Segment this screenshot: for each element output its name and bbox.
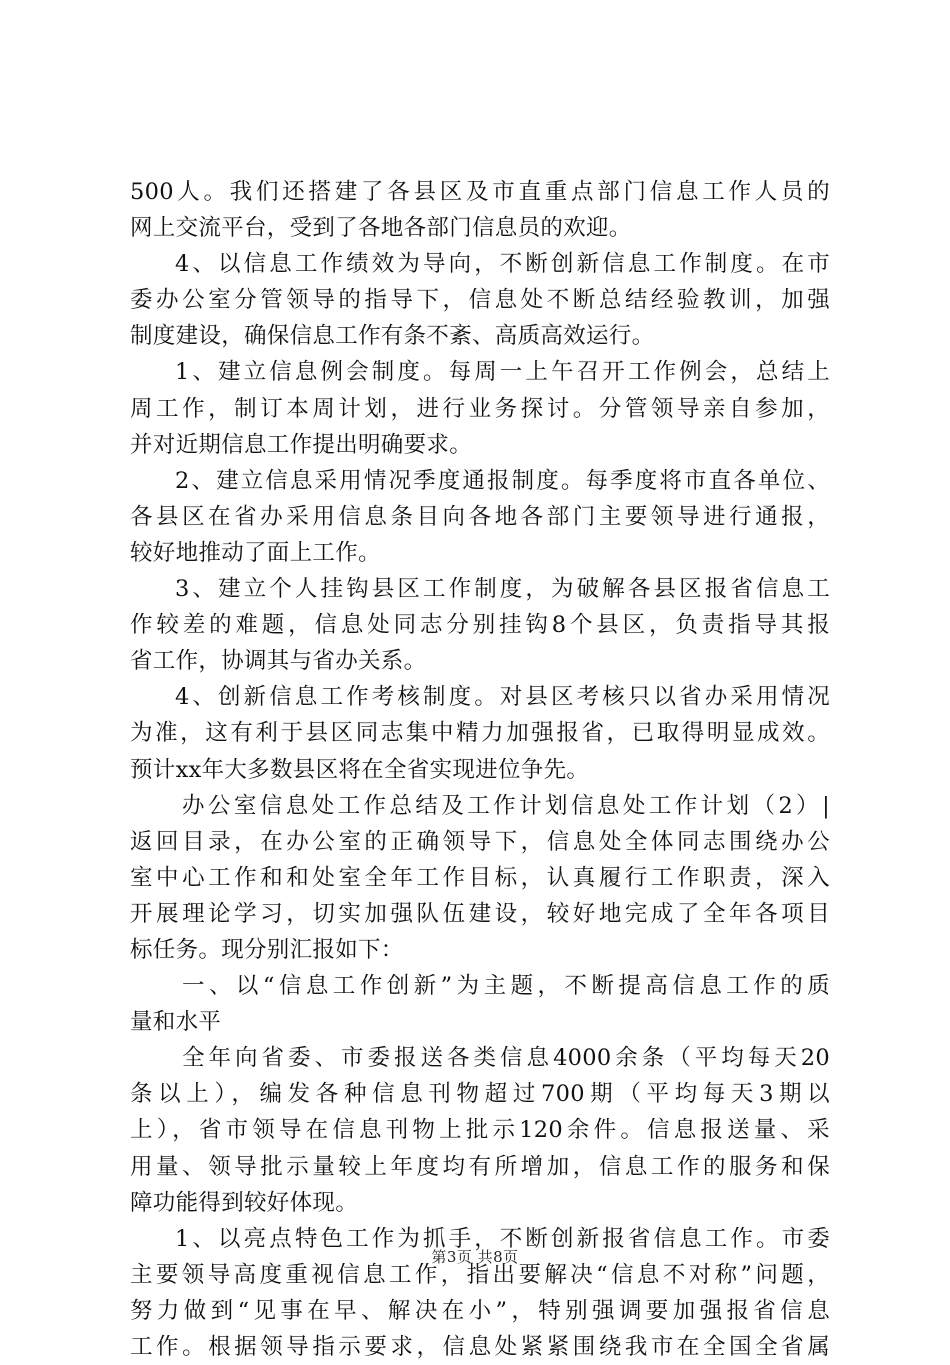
text-line: 4、创新信息工作考核制度。对县区考核只以省办采用情况 [175, 684, 830, 711]
text-line: 各县区在省办采用信息条目向各地各部门主要领导进行通报， [130, 503, 830, 530]
text-line: 网上交流平台，受到了各地各部门信息员的欢迎。 [130, 215, 632, 242]
text-line: 返回目录，在办公室的正确领导下，信息处全体同志围绕办公 [130, 828, 830, 855]
text-line: 用量、领导批示量较上年度均有所增加，信息工作的服务和保 [130, 1153, 830, 1180]
text-line: 开展理论学习，切实加强队伍建设，较好地完成了全年各项目 [130, 900, 830, 927]
text-line: 预计xx年大多数县区将在全省实现进位争先。 [130, 756, 590, 783]
text-line: 并对近期信息工作提出明确要求。 [130, 431, 473, 458]
text-line: 量和水平 [130, 1009, 222, 1036]
text-line: 作较差的难题，信息处同志分别挂钩8个县区，负责指导其报 [130, 612, 830, 639]
text-line: 室中心工作和和处室全年工作目标，认真履行工作职责，深入 [130, 864, 830, 891]
text-line: 努力做到“见事在早、解决在小”，特别强调要加强报省信息 [130, 1297, 830, 1324]
text-line: 1、以亮点特色工作为抓手，不断创新报省信息工作。市委 [175, 1225, 830, 1252]
text-line: 500人。我们还搭建了各县区及市直重点部门信息工作人员的 [130, 179, 830, 205]
text-line: 1、建立信息例会制度。每周一上午召开工作例会，总结上 [175, 359, 830, 386]
text-line: 工作。根据领导指示要求，信息处紧紧围绕我市在全国全省属 [130, 1334, 830, 1360]
text-line: 省工作，协调其与省办关系。 [130, 648, 427, 675]
text-line: 办公室信息处工作总结及工作计划信息处工作计划（2）| [182, 792, 830, 819]
text-line: 主要领导高度重视信息工作，指出要解决“信息不对称”问题， [130, 1261, 830, 1288]
text-line: 一、以“信息工作创新”为主题，不断提高信息工作的质 [182, 973, 830, 1000]
text-line: 全年向省委、市委报送各类信息4000余条（平均每天20 [182, 1045, 830, 1072]
page-footer: 第3页 共8页 [431, 1248, 519, 1266]
text-line: 制度建设，确保信息工作有条不紊、高质高效运行。 [130, 323, 655, 350]
text-line: 较好地推动了面上工作。 [130, 539, 381, 566]
text-line: 标任务。现分别汇报如下： [130, 936, 404, 963]
text-line: 上），省市领导在信息刊物上批示120余件。信息报送量、采 [130, 1117, 830, 1144]
document-body [130, 174, 830, 1365]
text-line: 条以上），编发各种信息刊物超过700期（平均每天3期以 [130, 1081, 830, 1108]
text-line: 2、建立信息采用情况季度通报制度。每季度将市直各单位、 [175, 467, 830, 494]
text-line: 为准，这有利于县区同志集中精力加强报省，已取得明显成效。 [130, 720, 830, 747]
text-line: 4、以信息工作绩效为导向，不断创新信息工作制度。在市 [175, 251, 830, 278]
text-line: 委办公室分管领导的指导下，信息处不断总结经验教训，加强 [130, 287, 830, 314]
text-line: 周工作，制订本周计划，进行业务探讨。分管领导亲自参加， [130, 395, 830, 422]
text-line: 障功能得到较好体现。 [130, 1189, 359, 1216]
text-line: 3、建立个人挂钩县区工作制度，为破解各县区报省信息工 [175, 576, 830, 603]
